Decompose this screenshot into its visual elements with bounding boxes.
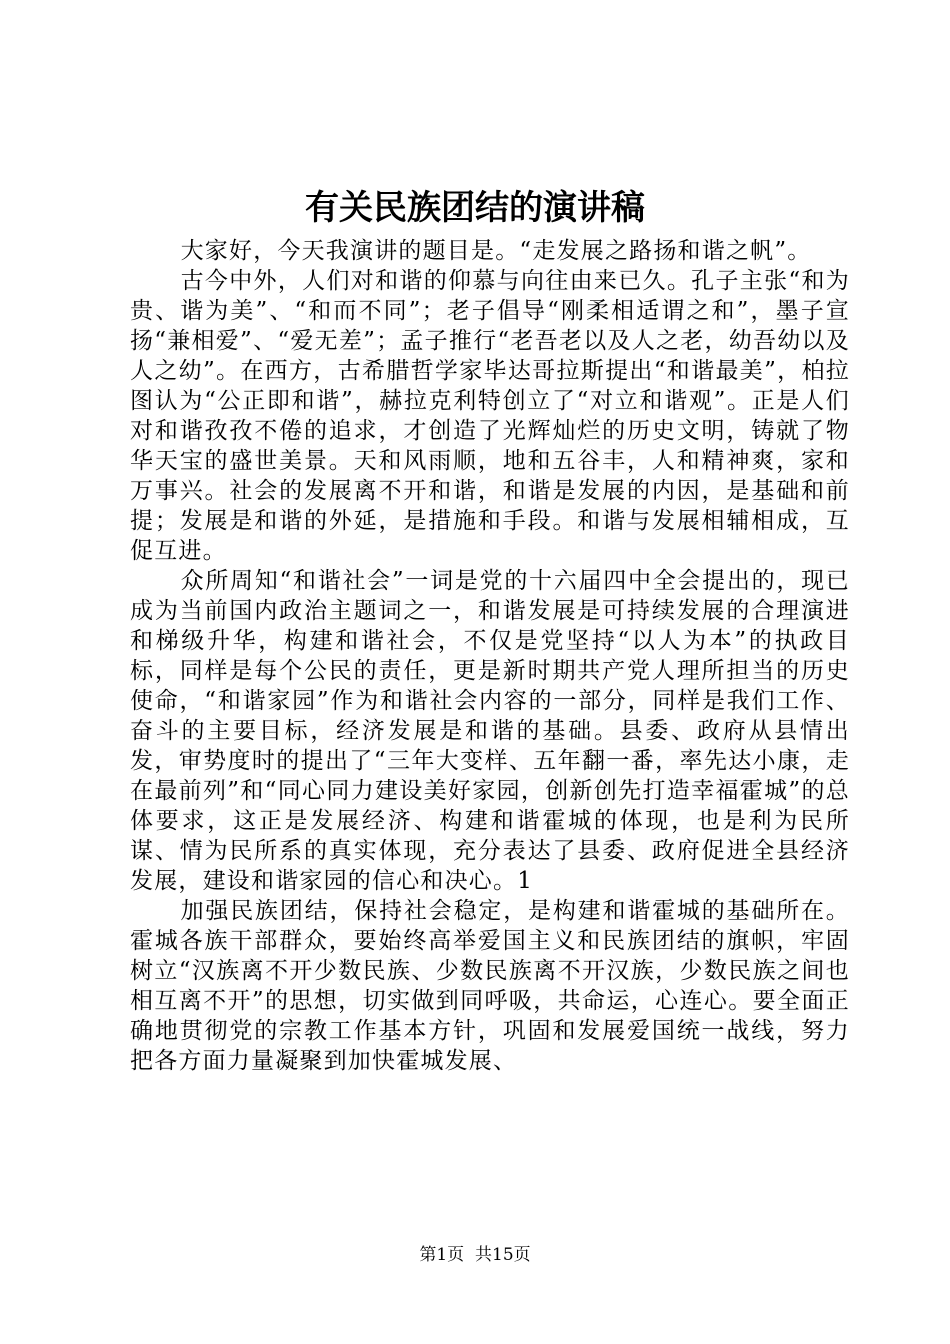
document-body bbox=[130, 236, 850, 1076]
paragraph: 古今中外，人们对和谐的仰慕与向往由来已久。孔子主张“和为贵、谐为美”、“和而不同”；老子倡导“刚柔相适谓之和”，墨子宣扬“兼相爱”、“爱无差”；孟子推行“老吾老以及人之老，幼吾幼以及人之幼”。在西方，古希腊哲学家毕达哥拉斯提出“和谐最美”，柏拉图认为“公正即和谐”，赫拉克利特创立了“对立和谐观”。正是人们对和谐孜孜不倦的追求，才创造了光辉灿烂的历史文明，铸就了物华天宝的盛世美景。天和风雨顺，地和五谷丰，人和精神爽，家和万事兴。社会的发展离不开和谐，和谐是发展的内因，是基础和前提；发展是和谐的外延，是措施和手段。和谐与发展相辅相成，互促互进。 bbox=[130, 268, 850, 564]
paragraph: 大家好，今天我演讲的题目是。“走发展之路扬和谐之帆”。 bbox=[180, 238, 812, 264]
paragraph: 众所周知“和谐社会”一词是党的十六届四中全会提出的，现已成为当前国内政治主题词之一，和谐发展是可持续发展的合理演进和梯级升华，构建和谐社会，不仅是党坚持“以人为本”的执政目标，同样是每个公民的责任，更是新时期共产党人理所担当的历史使命，“和谐家园”作为和谐社会内容的一部分，同样是我们工作、奋斗的主要目标，经济发展是和谐的基础。县委、政府从县情出发，审势度时的提出了“三年大变样、五年翻一番，率先达小康，走在最前列”和“同心同力建设美好家园，创新创先打造幸福霍城”的总体要求，这正是发展经济、构建和谐霍城的体现，也是利为民所谋、情为民所系的真实体现，充分表达了县委、政府促进全县经济发展，建设和谐家园的信心和决心。1 bbox=[130, 568, 850, 894]
page-footer bbox=[0, 1244, 950, 1266]
paragraph: 加强民族团结，保持社会稳定，是构建和谐霍城的基础所在。霍城各族干部群众，要始终高举爱国主义和民族团结的旗帜，牢固树立“汉族离不开少数民族、少数民族离不开汉族，少数民族之间也相互离不开”的思想，切实做到同呼吸，共命运，心连心。要全面正确地贯彻党的宗教工作基本方针，巩固和发展爱国统一战线，努力把各方面力量凝聚到加快霍城发展、 bbox=[130, 898, 850, 1074]
page-number: 第1页 bbox=[419, 1245, 465, 1265]
total-pages: 共15页 bbox=[475, 1245, 531, 1265]
document-title: 有关民族团结的演讲稿 bbox=[305, 188, 645, 228]
